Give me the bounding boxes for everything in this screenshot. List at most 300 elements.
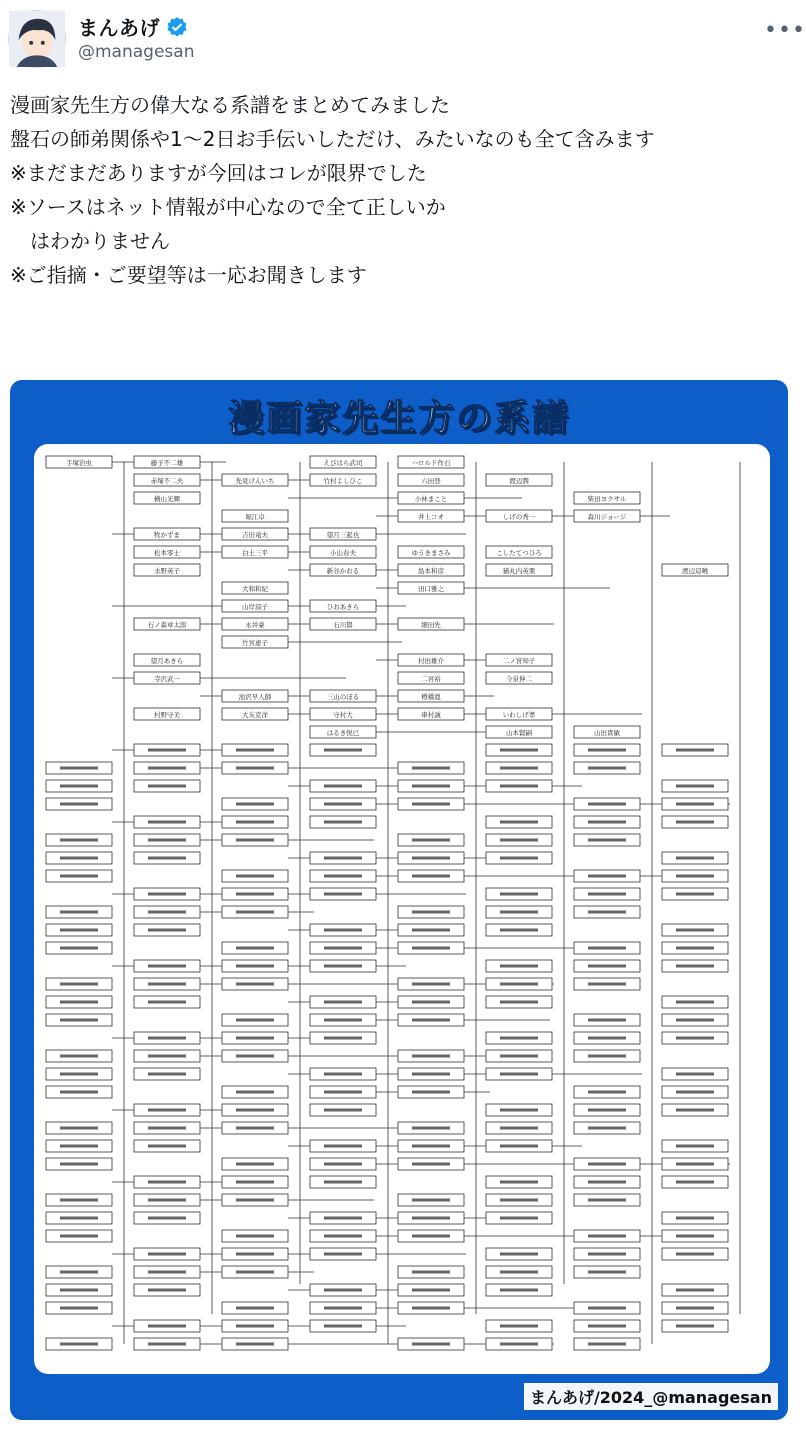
node-text-glyph [412,1343,450,1346]
node-text-glyph [500,857,538,860]
lineage-node [398,492,464,504]
node-label: 牧かずま [154,531,180,539]
tweet-text [10,88,790,292]
node-text-glyph [60,1127,98,1130]
node-label: 大和和紀 [242,585,268,593]
node-text-glyph [412,1289,450,1292]
node-label: 六田登 [421,477,441,485]
lineage-node [310,546,376,558]
node-text-glyph [236,1109,274,1112]
node-label: ゆうきまさみ [411,549,451,557]
node-text-glyph [676,785,714,788]
node-text-glyph [676,1181,714,1184]
node-text-glyph [324,1289,362,1292]
node-text-glyph [60,1019,98,1022]
node-label: いわしげ孝 [502,711,536,719]
node-text-glyph [500,1145,538,1148]
node-text-glyph [60,767,98,770]
lineage-node [134,618,200,630]
node-text-glyph [412,1055,450,1058]
user-handle[interactable]: @managesan [78,42,195,62]
lineage-node [574,492,640,504]
lineage-node [398,510,464,522]
node-text-glyph [324,1001,362,1004]
node-text-glyph [60,839,98,842]
node-text-glyph [676,1001,714,1004]
node-text-glyph [236,1091,274,1094]
node-text-glyph [676,965,714,968]
node-text-glyph [324,947,362,950]
lineage-node [134,654,200,666]
node-text-glyph [324,1217,362,1220]
node-text-glyph [500,1001,538,1004]
node-text-glyph [676,1091,714,1094]
node-text-glyph [60,1271,98,1274]
node-text-glyph [676,749,714,752]
node-label: 永井豪 [245,621,265,629]
node-label: 井上コオ [418,513,444,521]
node-text-glyph [500,1271,538,1274]
lineage-node [310,474,376,486]
node-text-glyph [236,1325,274,1328]
node-label: 小山春夫 [330,549,356,557]
attached-image[interactable] [10,380,788,1420]
node-text-glyph [148,1127,186,1130]
node-text-glyph [324,929,362,932]
lineage-node [310,600,376,612]
node-label: 堀江卓 [245,513,265,521]
node-text-glyph [148,983,186,986]
node-text-glyph [60,1235,98,1238]
node-text-glyph [324,785,362,788]
node-text-glyph [588,1091,626,1094]
lineage-node [134,474,200,486]
lineage-node [310,690,376,702]
node-text-glyph [412,803,450,806]
node-label: 手塚治虫 [66,459,92,467]
node-label: 池沢早人師 [238,693,272,701]
node-text-glyph [60,1001,98,1004]
node-label: 松本零士 [154,549,180,557]
node-text-glyph [148,1325,186,1328]
node-text-glyph [60,1199,98,1202]
lineage-node [398,564,464,576]
node-text-glyph [588,893,626,896]
node-text-glyph [412,785,450,788]
lineage-node [46,456,112,468]
node-text-glyph [500,1073,538,1076]
node-text-glyph [412,983,450,986]
node-text-glyph [412,1001,450,1004]
lineage-node [310,528,376,540]
node-text-glyph [676,1109,714,1112]
node-text-glyph [412,767,450,770]
node-label: 田口雅之 [418,585,444,593]
tweet-line: ※まだまだありますが今回はコレが限界でした [10,161,427,185]
node-text-glyph [236,1055,274,1058]
node-text-glyph [676,1307,714,1310]
node-text-glyph [588,1163,626,1166]
node-text-glyph [500,983,538,986]
node-text-glyph [60,1055,98,1058]
lineage-chart-card [34,444,770,1374]
node-label: 吉田竜夫 [242,531,268,539]
node-text-glyph [236,983,274,986]
lineage-node [310,618,376,630]
node-label: 白土三平 [242,549,268,557]
node-text-glyph [412,1217,450,1220]
node-text-glyph [324,1307,362,1310]
node-text-glyph [500,821,538,824]
node-text-glyph [236,1199,274,1202]
node-text-glyph [412,929,450,932]
node-label: 細田先 [421,621,441,629]
node-text-glyph [588,1343,626,1346]
node-text-glyph [676,1037,714,1040]
node-text-glyph [500,1289,538,1292]
post-header [0,0,806,78]
node-text-glyph [148,1253,186,1256]
node-text-glyph [236,1343,274,1346]
node-text-glyph [676,1235,714,1238]
node-text-glyph [588,1181,626,1184]
node-text-glyph [148,1271,186,1274]
lineage-node [486,654,552,666]
node-text-glyph [588,749,626,752]
node-label: 二宮裕 [421,675,441,683]
lineage-node [398,456,464,468]
node-text-glyph [60,1307,98,1310]
lineage-node [310,708,376,720]
node-label: 村田雄介 [418,657,444,665]
node-text-glyph [500,1181,538,1184]
node-text-glyph [588,1037,626,1040]
lineage-node [398,618,464,630]
node-text-glyph [412,947,450,950]
infographic-title: 漫画家先生方の系譜 [227,398,570,439]
node-text-glyph [412,1127,450,1130]
node-text-glyph [412,857,450,860]
lineage-node [222,510,288,522]
node-label: 森川ジョージ [587,513,627,521]
node-text-glyph [324,1091,362,1094]
lineage-node [222,690,288,702]
node-text-glyph [412,1163,450,1166]
node-text-glyph [500,839,538,842]
node-label: 二ノ宮知子 [502,657,536,665]
node-text-glyph [500,1217,538,1220]
node-text-glyph [148,1181,186,1184]
node-text-glyph [588,803,626,806]
node-text-glyph [324,857,362,860]
node-text-glyph [500,965,538,968]
node-text-glyph [148,839,186,842]
node-label: 今泉伸二 [506,675,532,683]
node-text-glyph [148,821,186,824]
lineage-node [310,726,376,738]
lineage-node [222,636,288,648]
node-text-glyph [148,785,186,788]
node-text-glyph [588,1271,626,1274]
node-label: 守村大 [333,711,353,719]
lineage-node [486,708,552,720]
node-text-glyph [412,1199,450,1202]
lineage-node [486,726,552,738]
node-text-glyph [676,857,714,860]
node-text-glyph [676,803,714,806]
node-text-glyph [60,875,98,878]
node-text-glyph [676,1019,714,1022]
node-text-glyph [60,1145,98,1148]
node-text-glyph [324,1109,362,1112]
node-text-glyph [324,1163,362,1166]
node-text-glyph [324,1019,362,1022]
node-text-glyph [676,875,714,878]
node-text-glyph [236,803,274,806]
node-text-glyph [588,1307,626,1310]
node-text-glyph [148,1289,186,1292]
node-label: 石川賢 [333,621,353,629]
node-text-glyph [324,1181,362,1184]
node-text-glyph [148,929,186,932]
node-text-glyph [588,1109,626,1112]
node-text-glyph [676,821,714,824]
node-text-glyph [236,1235,274,1238]
node-text-glyph [148,767,186,770]
node-text-glyph [324,821,362,824]
node-text-glyph [588,1055,626,1058]
node-text-glyph [676,893,714,896]
node-label: 小林まこと [414,495,448,503]
node-text-glyph [236,1019,274,1022]
node-label: 竹宮恵子 [242,639,268,647]
node-label: 赤塚不二夫 [150,477,184,485]
node-text-glyph [412,1271,450,1274]
tweet-line: 漫画家先生方の偉大なる系譜をまとめてみました [10,93,450,117]
node-text-glyph [236,1253,274,1256]
node-label: はるき悦巳 [326,729,360,737]
node-text-glyph [148,911,186,914]
node-text-glyph [500,893,538,896]
lineage-node [222,600,288,612]
node-label: 望月あきら [150,657,184,665]
node-text-glyph [500,1199,538,1202]
node-text-glyph [500,1055,538,1058]
node-text-glyph [676,1163,714,1166]
avatar-illustration-icon [9,11,65,67]
node-text-glyph [412,1235,450,1238]
node-label: こしたてつひろ [496,549,542,557]
node-text-glyph [500,785,538,788]
node-text-glyph [412,839,450,842]
node-text-glyph [148,1343,186,1346]
node-text-glyph [412,1307,450,1310]
node-text-glyph [588,911,626,914]
node-label: 竹村よしひこ [323,477,363,485]
node-text-glyph [236,839,274,842]
node-label: ハロルド作石 [411,459,451,467]
node-text-glyph [324,1325,362,1328]
lineage-node [486,474,552,486]
node-text-glyph [236,911,274,914]
node-text-glyph [60,785,98,788]
node-text-glyph [500,1037,538,1040]
tweet-line: 盤石の師弟関係や1～2日お手伝いしただけ、みたいなのも全て含みます [10,127,655,151]
lineage-node [398,708,464,720]
lineage-node [310,456,376,468]
node-text-glyph [588,839,626,842]
node-text-glyph [324,1253,362,1256]
node-text-glyph [412,1073,450,1076]
node-text-glyph [324,965,362,968]
node-label: 石ノ森章太郎 [147,621,187,629]
avatar[interactable] [8,10,66,68]
tweet-line: ※ご指摘・ご要望等は一応お聞きします [10,263,367,287]
node-text-glyph [588,947,626,950]
node-label: しげの秀一 [502,513,536,521]
node-text-glyph [588,821,626,824]
lineage-node [134,564,200,576]
node-text-glyph [500,911,538,914]
lineage-node [134,546,200,558]
lineage-node [134,708,200,720]
node-text-glyph [588,875,626,878]
lineage-node [398,654,464,666]
node-text-glyph [676,1217,714,1220]
node-text-glyph [148,857,186,860]
node-text-glyph [148,893,186,896]
node-label: 柴田ヨクサル [587,495,627,503]
lineage-diagram [34,444,770,1374]
node-label: 望月三起也 [326,531,360,539]
node-text-glyph [236,893,274,896]
lineage-node [222,618,288,630]
node-text-glyph [60,983,98,986]
node-text-glyph [324,1145,362,1148]
node-text-glyph [500,1343,538,1346]
node-text-glyph [588,1235,626,1238]
verified-badge-icon [166,16,188,38]
node-label: 渡辺這曉 [682,567,708,575]
node-text-glyph [148,1217,186,1220]
node-text-glyph [588,1127,626,1130]
display-name[interactable]: まんあげ [78,16,160,40]
node-text-glyph [500,1127,538,1130]
node-text-glyph [500,767,538,770]
node-label: 樽橋寛 [421,693,441,701]
lineage-node [134,492,200,504]
lineage-node [574,726,640,738]
lineage-node [222,582,288,594]
node-text-glyph [676,1073,714,1076]
node-text-glyph [60,1217,98,1220]
name-row [78,12,188,41]
node-text-glyph [500,1325,538,1328]
node-text-glyph [412,1091,450,1094]
lineage-node [222,528,288,540]
lineage-node [574,510,640,522]
node-label: 車村誠 [421,711,441,719]
lineage-node [222,708,288,720]
node-text-glyph [236,1037,274,1040]
node-text-glyph [148,1199,186,1202]
node-text-glyph [500,1109,538,1112]
tweet-line: ※ソースはネット情報が中心なので全て正しいか [10,195,446,219]
node-text-glyph [236,821,274,824]
lineage-node [398,582,464,594]
node-text-glyph [60,947,98,950]
more-options-icon[interactable]: ••• [764,18,806,43]
node-text-glyph [236,749,274,752]
node-text-glyph [324,749,362,752]
node-text-glyph [676,929,714,932]
lineage-node [398,474,464,486]
node-label: 村野守美 [154,711,180,719]
node-text-glyph [148,1001,186,1004]
node-text-glyph [412,1145,450,1148]
node-text-glyph [676,1253,714,1256]
node-text-glyph [236,1181,274,1184]
node-text-glyph [324,893,362,896]
node-text-glyph [148,965,186,968]
node-text-glyph [588,1199,626,1202]
node-text-glyph [676,1325,714,1328]
node-label: ひおあきら [326,603,360,611]
node-label: 新谷かおる [326,567,360,575]
node-text-glyph [588,1253,626,1256]
node-text-glyph [148,1037,186,1040]
node-label: 大友克洋 [242,711,268,719]
lineage-node [134,456,200,468]
lineage-node [134,672,200,684]
lineage-node [486,546,552,558]
node-text-glyph [588,1325,626,1328]
node-text-glyph [324,803,362,806]
node-text-glyph [236,1271,274,1274]
node-label: 山岸涼子 [242,603,268,611]
node-text-glyph [236,1127,274,1130]
node-text-glyph [236,965,274,968]
node-text-glyph [500,1253,538,1256]
node-label: 島本和彦 [418,567,444,575]
lineage-node [662,564,728,576]
node-text-glyph [148,1073,186,1076]
node-text-glyph [676,947,714,950]
lineage-node [486,564,552,576]
node-text-glyph [236,1163,274,1166]
lineage-node [486,672,552,684]
node-text-glyph [324,1235,362,1238]
node-label: 藤子不二雄 [150,459,184,467]
node-text-glyph [60,1343,98,1346]
node-label: 渡辺潤 [509,477,529,485]
node-text-glyph [60,1289,98,1292]
node-text-glyph [60,857,98,860]
node-label: 寺沢武一 [154,675,180,683]
node-text-glyph [324,1037,362,1040]
node-text-glyph [500,749,538,752]
node-text-glyph [676,1145,714,1148]
node-text-glyph [324,875,362,878]
node-text-glyph [60,1091,98,1094]
lineage-node [398,672,464,684]
node-label: 猫丸内英栗 [502,567,536,575]
node-text-glyph [148,1145,186,1148]
node-text-glyph [60,1073,98,1076]
node-text-glyph [236,1307,274,1310]
node-text-glyph [588,767,626,770]
node-text-glyph [412,875,450,878]
